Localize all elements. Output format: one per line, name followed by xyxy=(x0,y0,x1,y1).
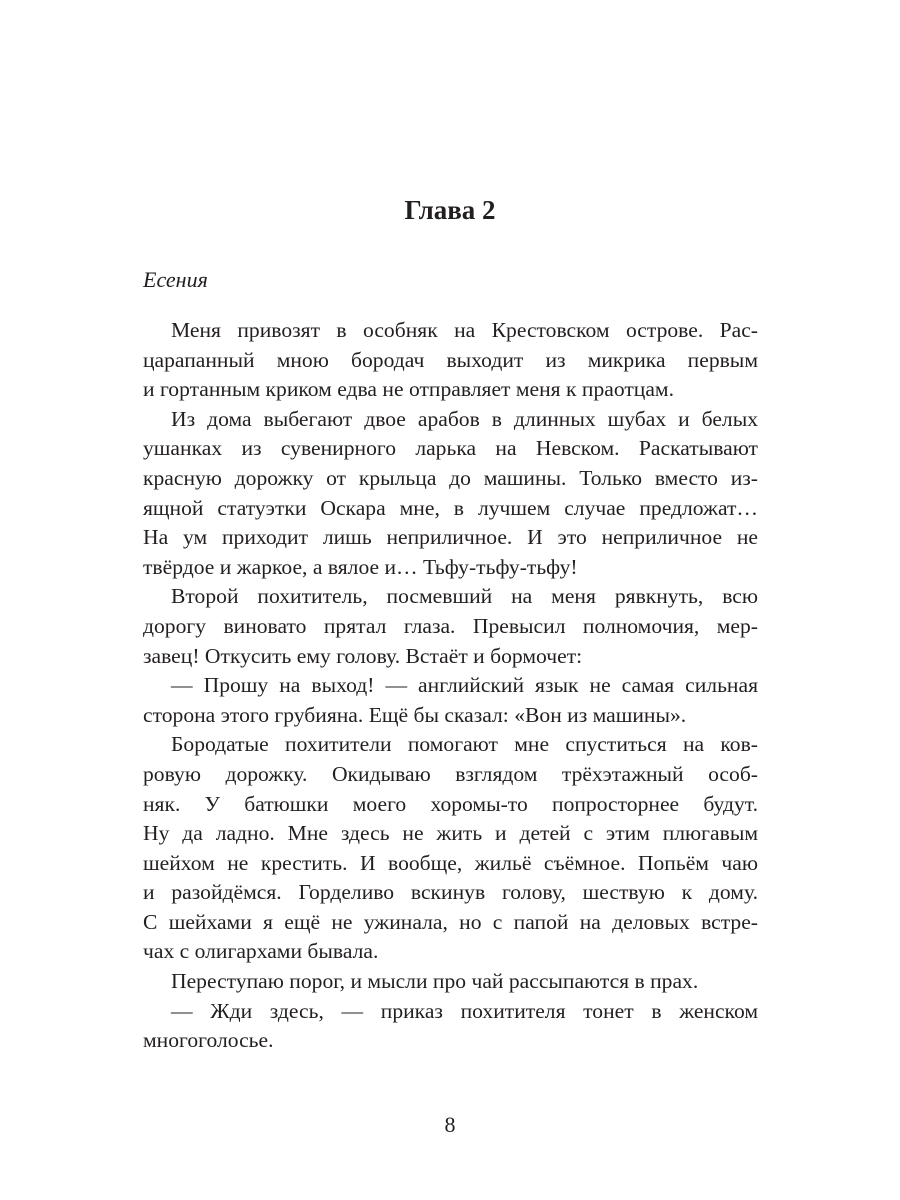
text-line: шейхом не крестить. И вообще, жильё съёмное. Попьём чаю xyxy=(143,850,758,875)
text-line: ушанках из сувенирного ларька на Невском. Раскатывают xyxy=(143,436,758,461)
text-line: На ум приходит лишь неприличное. И это неприличное не xyxy=(143,525,758,550)
text-line: Бородатые похитители помогают мне спуститься на ков- xyxy=(171,732,758,757)
text-line: Ну да ладно. Мне здесь не жить и детей с этим плюгавым xyxy=(143,821,758,846)
text-line: С шейхами я ещё не ужинала, но с папой на деловых встре- xyxy=(143,909,758,934)
page-number: 8 xyxy=(444,1112,456,1137)
paragraph-6 xyxy=(143,967,758,997)
text-line: — Прошу на выход! — английский язык не самая сильная xyxy=(171,673,758,698)
text-line: Из дома выбегают двое арабов в длинных шубах и белых xyxy=(171,406,758,431)
text-line: царапанный мною бородач выходит из микрика первым xyxy=(143,347,758,372)
paragraph-7 xyxy=(143,997,758,1056)
text-line: чах с олигархами бывала. xyxy=(143,939,379,964)
text-line: ровую дорожку. Окидываю взглядом трёхэтажный особ- xyxy=(143,761,758,786)
chapter-text xyxy=(143,316,758,1056)
paragraph-1 xyxy=(143,316,758,405)
paragraph-2 xyxy=(143,405,758,583)
text-line: Меня привозят в особняк на Крестовском острове. Рас- xyxy=(171,318,758,342)
paragraph-5 xyxy=(143,730,758,967)
chapter-title: Глава 2 xyxy=(404,195,496,225)
text-line: Второй похититель, посмевший на меня рявкнуть, всю xyxy=(171,584,758,609)
text-line: дорогу виновато прятал глаза. Превысил полномочия, мер- xyxy=(143,613,758,638)
text-line: ящной статуэтки Оскара мне, в лучшем случае предложат… xyxy=(143,495,758,520)
text-line: твёрдое и жаркое, а вялое и… Тьфу-тьфу-тьфу! xyxy=(143,554,578,579)
text-line: сторона этого грубияна. Ещё бы сказал: «Вон из машины». xyxy=(143,702,687,727)
text-line: няк. У батюшки моего хоромы-то попросторнее будут. xyxy=(143,791,758,816)
text-line: — Жди здесь, — приказ похитителя тонет в женском xyxy=(171,998,758,1023)
text-line: многоголосье. xyxy=(143,1028,274,1053)
text-line: завец! Откусить ему голову. Встаёт и бормочет: xyxy=(143,643,583,668)
paragraph-4 xyxy=(143,671,758,730)
text-line: красную дорожку от крыльца до машины. Только вместо из- xyxy=(143,465,758,490)
narrator-name: Есения xyxy=(143,267,208,292)
text-line: и разойдёмся. Горделиво вскинув голову, шествую к дому. xyxy=(143,880,758,905)
text-line: и гортанным криком едва не отправляет меня к праотцам. xyxy=(143,377,674,402)
paragraph-3 xyxy=(143,582,758,671)
text-line: Переступаю порог, и мысли про чай рассыпаются в прах. xyxy=(171,969,699,994)
